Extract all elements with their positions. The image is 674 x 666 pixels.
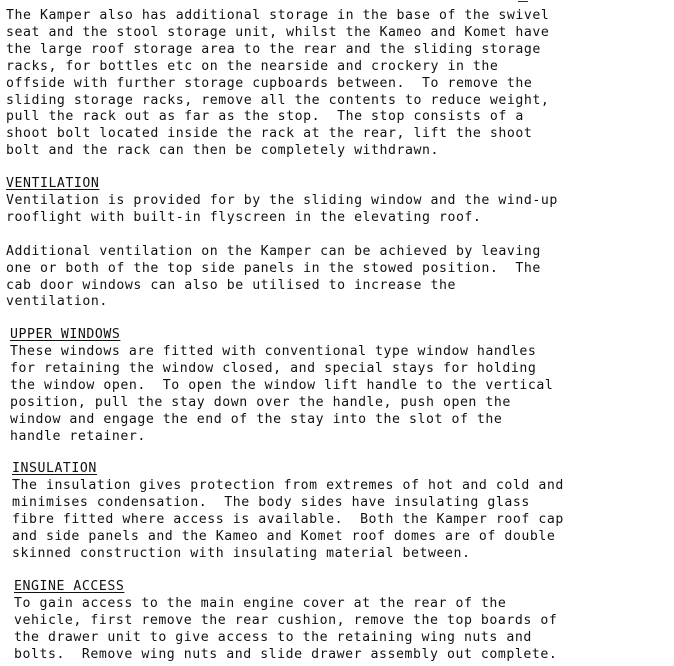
ventilation-heading: VENTILATION	[6, 176, 100, 191]
upper-windows-heading: UPPER WINDOWS	[10, 327, 121, 342]
insulation-heading: INSULATION	[12, 461, 97, 476]
ventilation-body: Ventilation is provided for by the sliding window and the wind-up rooflight with built-in flyscreen in the elevating roof. Additional ventilation on the Kamper can be achieved by leaving one or both of the top side panels in the stowed position. The cab door windows can also be utilised to increase the ventilation.	[6, 193, 558, 310]
insulation-body: The insulation gives protection from extremes of hot and cold and minimises condensation. The body sides have insulating glass fibre fitted where access is available. Both the Kamper roof cap and side panels and the Kameo and Komet roof domes are of double skinned construction with insulating material between.	[12, 478, 564, 561]
engine-access-heading: ENGINE ACCESS	[14, 579, 125, 594]
intro-paragraph: The Kamper also has additional storage in the base of the swivel seat and the stool storage unit, whilst the Kameo and Komet have the large roof storage area to the rear and the sliding storage racks, for bottles etc on the nearside and crockery in the offside with further storage cupboards between. To remove the sliding storage racks, remove all the contents to reduce weight, pull the rack out as far as the stop. The stop consists of a shoot bolt located inside the rack at the rear, lift the shoot bolt and the rack can then be completely withdrawn.	[6, 8, 550, 159]
upper-windows-body: These windows are fitted with conventional type window handles for retaining the window closed, and special stays for holding the window open. To open the window lift handle to the vertical position, pull the stay down over the handle, push open the window and engage the end of the stay into the slot of the handle retainer.	[10, 344, 554, 444]
engine-access-body: To gain access to the main engine cover at the rear of the vehicle, first remove the rear cushion, remove the top boards of the drawer unit to give access to the retaining wing nuts and bolts. Remove wing nuts and slide drawer assembly out complete.	[14, 596, 558, 662]
page-mark	[518, 1, 528, 2]
